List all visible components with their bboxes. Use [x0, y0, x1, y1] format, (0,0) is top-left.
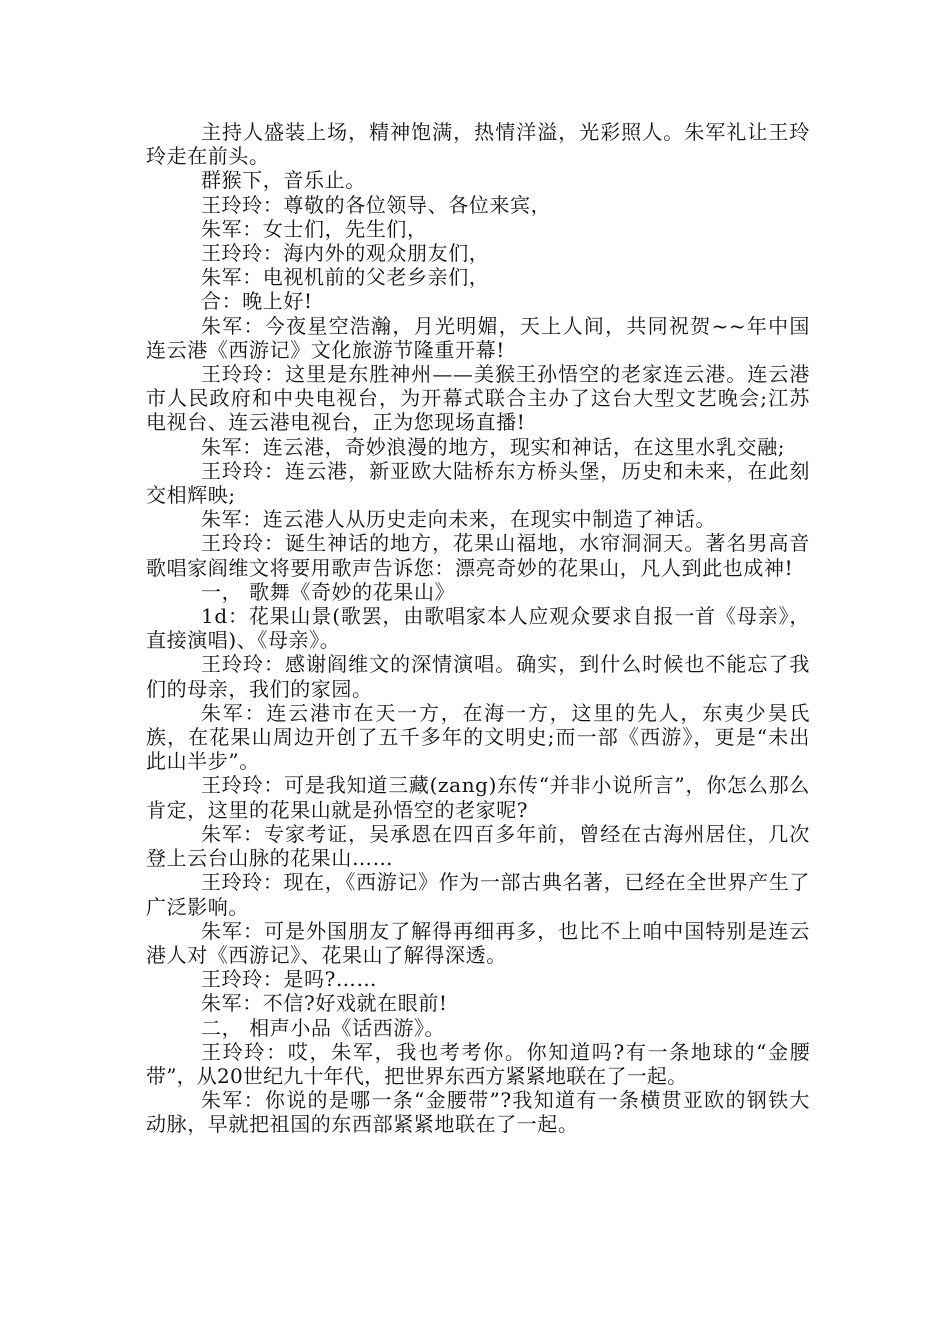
- paragraph-dialogue: 王玲玲：哎，朱军，我也考考你。你知道吗?有一条地球的“金腰带”，从20世纪九十年代，把世界东西方紧紧地联在了一起。: [146, 1039, 810, 1088]
- paragraph-dialogue: 朱军：连云港人从历史走向未来，在现实中制造了神话。: [201, 507, 716, 532]
- paragraph-dialogue: 朱军：连云港，奇妙浪漫的地方，现实和神话，在这里水乳交融;: [201, 434, 786, 459]
- program-item-heading: 二， 相声小品《话西游》。: [201, 1015, 446, 1040]
- paragraph-stage-direction: 群猴下，音乐止。: [201, 168, 366, 193]
- paragraph-stage-direction: 1d：花果山景(歌罢，由歌唱家本人应观众要求自报一首《母亲》，直接演唱)、《母亲》。: [146, 604, 810, 653]
- paragraph-dialogue: 合：晚上好!: [201, 289, 313, 314]
- paragraph-dialogue: 王玲玲：尊敬的各位领导、各位来宾，: [201, 192, 552, 217]
- paragraph-stage-direction: 主持人盛装上场，精神饱满，热情洋溢，光彩照人。朱军礼让王玲玲走在前头。: [146, 120, 810, 169]
- document-page: [146, 120, 810, 1137]
- paragraph-dialogue: 王玲玲：这里是东胜神州——美猴王孙悟空的老家连云港。连云港市人民政府和中央电视台，为开幕式联合主办了这台大型文艺晚会;江苏电视台、连云港电视台，正为您现场直播!: [146, 362, 810, 435]
- paragraph-dialogue: 朱军：电视机前的父老乡亲们，: [201, 265, 490, 290]
- paragraph-dialogue: 朱军：专家考证，吴承恩在四百多年前，曾经在古海州居住，几次登上云台山脉的花果山……: [146, 821, 810, 871]
- paragraph-dialogue: 朱军：连云港市在天一方，在海一方，这里的先人，东夷少昊氏族，在花果山周边开创了五千多年的文明史;而一部《西游》，更是“未出此山半步”。: [146, 700, 810, 774]
- paragraph-dialogue: 朱军：今夜星空浩瀚，月光明媚，天上人间，共同祝贺~~年中国连云港《西游记》文化旅游节隆重开幕!: [146, 313, 810, 362]
- paragraph-dialogue: 王玲玲：感谢阎维文的深情演唱。确实，到什么时候也不能忘了我们的母亲，我们的家园。: [146, 652, 810, 701]
- paragraph-dialogue: 王玲玲：连云港，新亚欧大陆桥东方桥头堡，历史和未来，在此刻交相辉映;: [146, 458, 810, 508]
- paragraph-dialogue: 王玲玲：海内外的观众朋友们，: [201, 241, 490, 266]
- paragraph-dialogue: 王玲玲：诞生神话的地方，花果山福地，水帘洞洞天。著名男高音歌唱家阎维文将要用歌声告诉您：漂亮奇妙的花果山，凡人到此也成神!: [146, 531, 810, 580]
- paragraph-dialogue: 朱军：你说的是哪一条“金腰带”?我知道有一条横贯亚欧的钢铁大动脉，早就把祖国的东西部紧紧地联在了一起。: [146, 1088, 810, 1137]
- paragraph-dialogue: 朱军：女士们，先生们，: [201, 216, 428, 241]
- program-item-heading: 一， 歌舞《奇妙的花果山》: [201, 579, 456, 604]
- paragraph-dialogue: 王玲玲：可是我知道三藏(zang)东传“并非小说所言”，你怎么那么肯定，这里的花果山就是孙悟空的老家呢?: [146, 773, 810, 822]
- paragraph-dialogue: 朱军：可是外国朋友了解得再细再多，也比不上咱中国特别是连云港人对《西游记》、花果山了解得深透。: [146, 918, 810, 967]
- paragraph-dialogue: 王玲玲：现在，《西游记》作为一部古典名著，已经在全世界产生了广泛影响。: [146, 870, 810, 919]
- paragraph-dialogue: 朱军：不信?好戏就在眼前!: [201, 991, 448, 1016]
- paragraph-dialogue: 王玲玲：是吗?……: [201, 967, 378, 992]
